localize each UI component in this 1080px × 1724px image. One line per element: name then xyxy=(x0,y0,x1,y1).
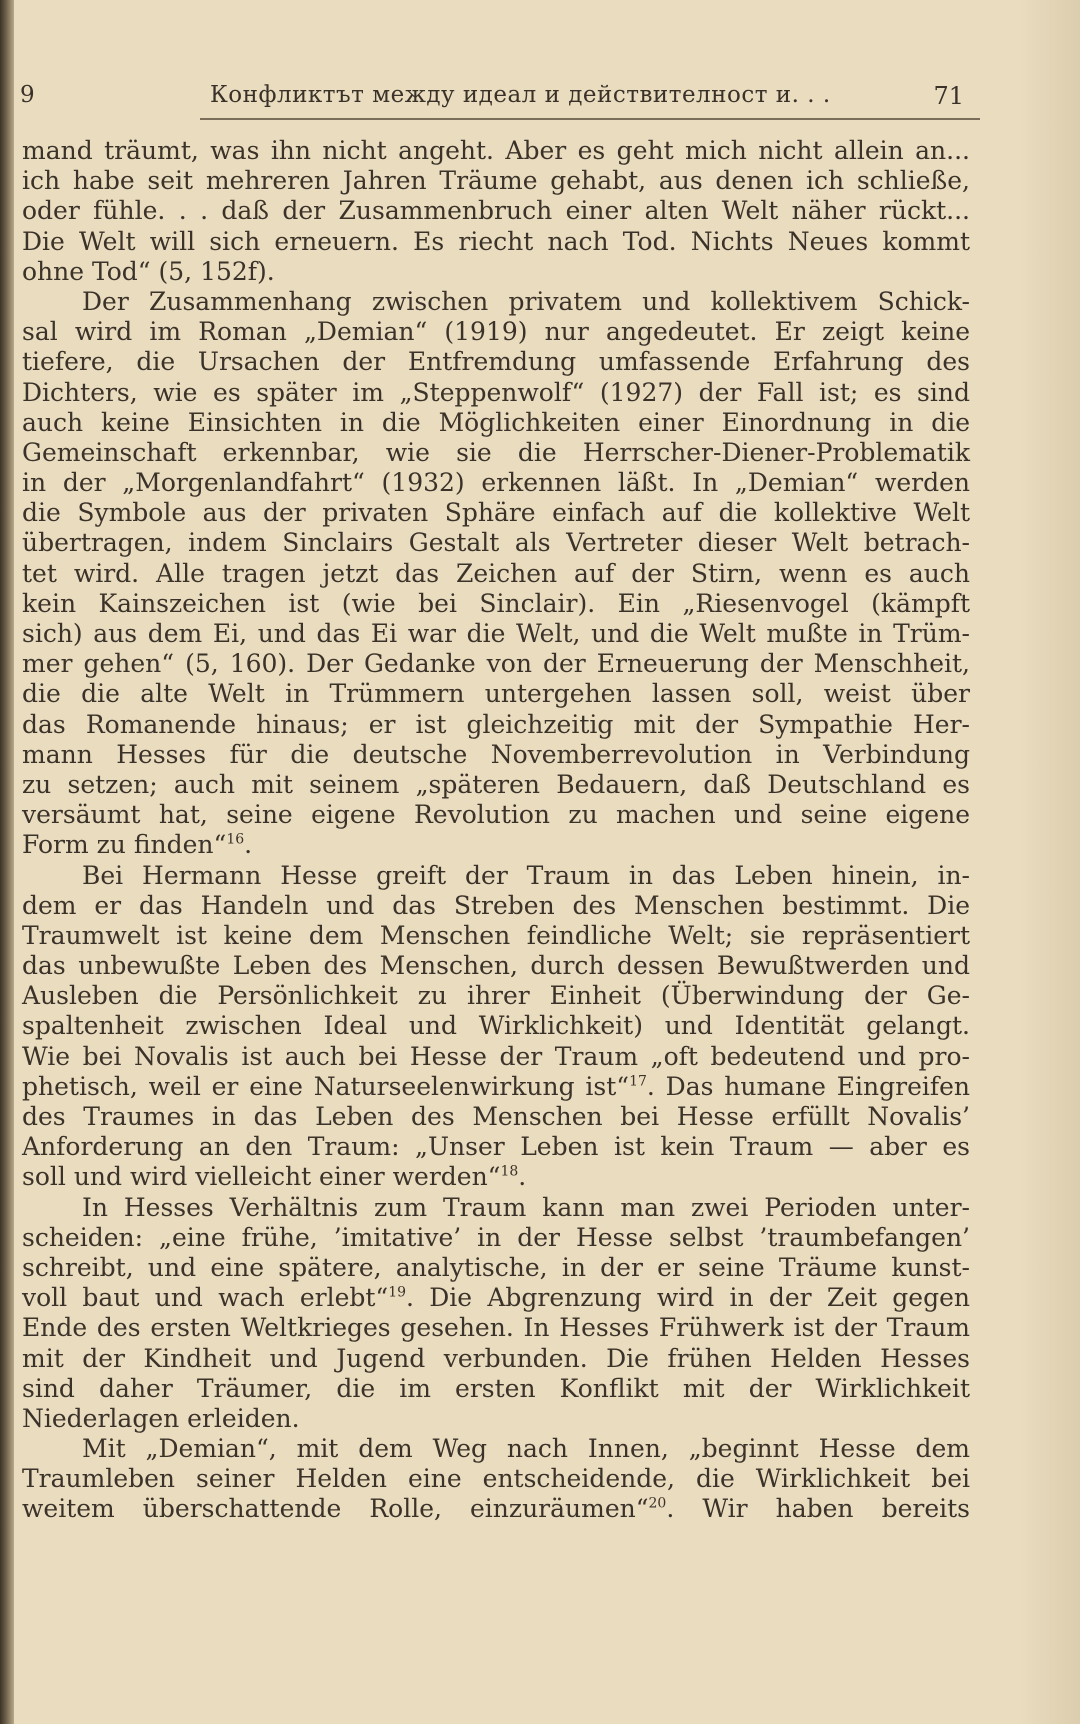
text-line-content: weitem überschattende Rolle, einzuräumen“ xyxy=(22,1494,649,1524)
text-line-content: Form zu finden“ xyxy=(22,830,227,860)
running-title: Конфликтът между идеал и действителност и. . . xyxy=(210,82,831,108)
text-line-content: das Romanende hinaus; er ist gleichzeitig mit der Sympathie Her- xyxy=(22,709,970,739)
page-number: 71 xyxy=(933,82,964,110)
book-binding-edge xyxy=(0,0,14,1724)
text-line xyxy=(22,800,970,830)
text-line-content: phetisch, weil er eine Naturseelenwirkung ist“ xyxy=(22,1071,630,1101)
text-line-continuation: . xyxy=(244,830,253,860)
text-line-content: Gemeinschaft erkennbar, wie sie die Herrscher-Diener-Problematik xyxy=(22,437,970,467)
text-line-content: in der „Morgenlandfahrt“ (1932) erkennen läßt. In „Demian“ werden xyxy=(22,468,970,498)
text-line xyxy=(22,951,970,981)
text-line-content: die Symbole aus der privaten Sphäre einfach auf die kollektive Welt xyxy=(22,498,970,528)
text-line-content: zu setzen; auch mit seinem „späteren Bedauern, daß Deutschland es xyxy=(22,769,970,799)
text-line xyxy=(22,1434,970,1464)
text-line xyxy=(22,1344,970,1374)
text-line xyxy=(22,770,970,800)
text-line xyxy=(22,921,970,951)
text-line-continuation: . Die Abgrenzung wird in der Zeit gegen xyxy=(406,1283,970,1313)
text-line xyxy=(22,981,970,1011)
text-line xyxy=(22,498,970,528)
text-line-content: Ausleben die Persönlichkeit zu ihrer Einheit (Überwindung der Ge- xyxy=(22,981,970,1011)
text-line xyxy=(22,378,970,408)
text-line xyxy=(22,347,970,377)
text-line xyxy=(22,1494,970,1524)
text-line xyxy=(22,1011,970,1041)
header-rule xyxy=(200,118,980,120)
text-line xyxy=(22,1193,970,1223)
text-line-content: des Traumes in das Leben des Menschen bei Hesse erfüllt Novalis’ xyxy=(22,1102,970,1131)
text-line xyxy=(22,528,970,558)
text-line-content: übertragen, indem Sinclairs Gestalt als Vertreter dieser Welt betrach- xyxy=(22,528,970,558)
text-line xyxy=(22,1374,970,1404)
text-line xyxy=(22,1102,970,1132)
text-line-content: Anforderung an den Traum: „Unser Leben ist kein Traum — aber es xyxy=(22,1132,970,1162)
text-line xyxy=(22,1132,970,1162)
text-line xyxy=(22,830,970,860)
text-line xyxy=(22,1072,970,1102)
text-line-content: kein Kainszeichen ist (wie bei Sinclair). Ein „Riesenvogel (kämpft xyxy=(22,588,970,618)
text-line xyxy=(22,196,970,226)
text-line xyxy=(22,559,970,589)
footnote-ref: 18 xyxy=(500,1164,519,1181)
text-line xyxy=(22,619,970,649)
text-line-content: Der Zusammenhang zwischen privatem und kollektivem Schick- xyxy=(82,286,970,316)
text-line-content: sich) aus dem Ei, und das Ei war die Welt, und die Welt mußte in Trüm- xyxy=(22,619,970,648)
text-line-content: ich habe seit mehreren Jahren Träume gehabt, aus denen ich schließe, xyxy=(22,166,970,196)
running-header xyxy=(14,76,972,116)
text-line-content: soll und wird vielleicht einer werden“ xyxy=(22,1162,501,1192)
text-line-content: die die alte Welt in Trümmern untergehen lassen soll, weist über xyxy=(22,679,970,709)
text-line-content: Bei Hermann Hesse greift der Traum in das Leben hinein, in- xyxy=(82,860,970,890)
body-text xyxy=(22,136,970,1525)
text-line-content: Niederlagen erleiden. xyxy=(22,1403,300,1433)
text-line-content: Mit „Demian“, mit dem Weg nach Innen, „beginnt Hesse dem xyxy=(82,1434,970,1464)
footnote-ref: 19 xyxy=(388,1284,407,1301)
text-line-content: schreibt, und eine spätere, analytische, in der er seine Träume kunst- xyxy=(22,1252,970,1282)
text-line-content: scheiden: „eine frühe, ’imitative’ in der Hesse selbst ’traumbefangen’ xyxy=(22,1222,970,1252)
text-line-content: mand träumt, was ihn nicht angeht. Aber es geht mich nicht allein an... xyxy=(22,136,970,165)
text-line xyxy=(22,710,970,740)
text-line-content: versäumt hat, seine eigene Revolution zu machen und seine eigene xyxy=(22,800,970,830)
text-line-continuation: . Das humane Eingreifen xyxy=(646,1071,971,1101)
text-line-content: Dichters, wie es später im „Steppenwolf“ (1927) der Fall ist; es sind xyxy=(22,377,970,407)
text-line-content: sal wird im Roman „Demian“ (1919) nur angedeutet. Er zeigt keine xyxy=(22,317,970,347)
text-line-content: voll baut und wach erlebt“ xyxy=(22,1283,389,1313)
text-line xyxy=(22,861,970,891)
footnote-ref: 17 xyxy=(629,1073,647,1090)
text-line xyxy=(22,1313,970,1343)
footnote-ref: 16 xyxy=(226,831,245,848)
footnote-ref: 20 xyxy=(648,1496,667,1513)
text-line xyxy=(22,438,970,468)
text-line-content: tet wird. Alle tragen jetzt das Zeichen auf der Stirn, wenn es auch xyxy=(22,558,970,588)
text-line-content: sind daher Träumer, die im ersten Konflikt mit der Wirklichkeit xyxy=(22,1373,970,1403)
text-line xyxy=(22,166,970,196)
page-edge-shading xyxy=(1020,0,1080,1724)
text-line xyxy=(22,1404,970,1434)
text-line xyxy=(22,287,970,317)
text-line-content: Die Welt will sich erneuern. Es riecht nach Tod. Nichts Neues kommt xyxy=(22,226,970,256)
text-line xyxy=(22,891,970,921)
text-line-content: In Hesses Verhältnis zum Traum kann man zwei Perioden unter- xyxy=(82,1192,970,1222)
text-line xyxy=(22,1253,970,1283)
text-line xyxy=(22,679,970,709)
text-line xyxy=(22,227,970,257)
text-line xyxy=(22,1162,970,1192)
text-line-content: mer gehen“ (5, 160). Der Gedanke von der Erneuerung der Menschheit, xyxy=(22,649,970,679)
text-line-continuation: . Wir haben bereits xyxy=(666,1494,970,1524)
text-line-content: Traumleben seiner Helden eine entscheidende, die Wirklichkeit bei xyxy=(22,1464,970,1494)
text-line-content: ohne Tod“ (5, 152f). xyxy=(22,256,275,286)
text-line-content: mann Hesses für die deutsche Novemberrevolution in Verbindung xyxy=(22,739,970,769)
text-line xyxy=(22,1042,970,1072)
text-line-content: Traumwelt ist keine dem Menschen feindliche Welt; sie repräsentiert xyxy=(22,920,970,950)
text-line xyxy=(22,257,970,287)
text-line-content: das unbewußte Leben des Menschen, durch dessen Bewußtwerden und xyxy=(22,951,970,981)
text-line-continuation: . xyxy=(518,1162,527,1192)
text-line xyxy=(22,317,970,347)
left-page-fragment: 9 xyxy=(20,82,35,108)
text-line xyxy=(22,1283,970,1313)
text-line xyxy=(22,1464,970,1494)
text-line-content: oder fühle. . . daß der Zusammenbruch einer alten Welt näher rückt... xyxy=(22,196,970,226)
text-line-content: auch keine Einsichten in die Möglichkeiten einer Einordnung in die xyxy=(22,407,970,437)
text-line xyxy=(22,589,970,619)
text-line-content: Ende des ersten Weltkrieges gesehen. In Hesses Frühwerk ist der Traum xyxy=(22,1313,970,1343)
text-line xyxy=(22,649,970,679)
text-line-content: tiefere, die Ursachen der Entfremdung umfassende Erfahrung des xyxy=(22,347,970,377)
text-line-content: Wie bei Novalis ist auch bei Hesse der Traum „oft bedeutend und pro- xyxy=(22,1041,970,1071)
text-line-content: spaltenheit zwischen Ideal und Wirklichkeit) und Identität gelangt. xyxy=(22,1011,970,1041)
text-line xyxy=(22,468,970,498)
text-line xyxy=(22,1223,970,1253)
text-line xyxy=(22,740,970,770)
text-line xyxy=(22,408,970,438)
text-line xyxy=(22,136,970,166)
text-line-content: mit der Kindheit und Jugend verbunden. Die frühen Helden Hesses xyxy=(22,1343,970,1373)
text-line-content: dem er das Handeln und das Streben des Menschen bestimmt. Die xyxy=(22,890,970,920)
